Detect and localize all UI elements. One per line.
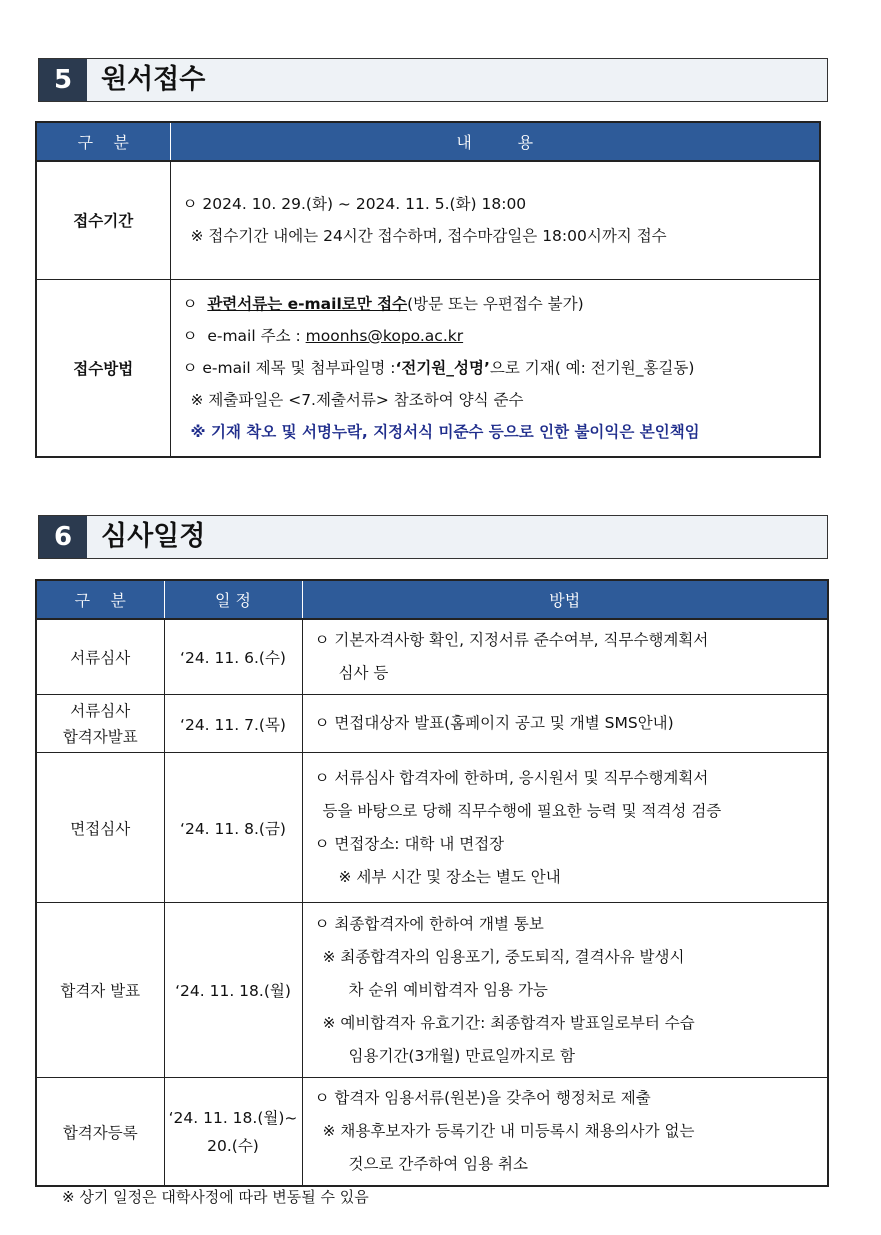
table-header-method: 방법 <box>302 580 828 619</box>
method-line-email-address: ㅇ e-mail 주소 : moonhs@kopo.ac.kr <box>182 326 464 345</box>
table-header-date: 일 정 <box>164 580 302 619</box>
row-method: ㅇ 면접대상자 발표(홈페이지 공고 및 개별 SMS안내) <box>302 695 828 753</box>
table-row <box>36 619 828 695</box>
row-label: 서류심사 합격자발표 <box>36 695 164 753</box>
row-label: 합격자 발표 <box>36 903 164 1078</box>
table-header-category: 구 분 <box>36 122 170 161</box>
row-content-period <box>170 161 820 279</box>
row-date: ‘24. 11. 18.(월)~ 20.(수) <box>164 1078 302 1187</box>
section-title: 원서접수 <box>101 64 206 95</box>
schedule-table <box>35 579 829 1187</box>
row-content-method <box>170 279 820 457</box>
table-row <box>36 753 828 903</box>
method-line-subject: ㅇ e-mail 제목 및 첨부파일명 :‘전기원_성명’으로 기재( 예: 전기원_홍길동) <box>182 358 695 377</box>
row-label: 합격자등록 <box>36 1078 164 1187</box>
period-note: ※ 접수기간 내에는 24시간 접수하며, 접수마감일은 18:00시까지 접수 <box>190 227 667 246</box>
table-row <box>36 903 828 1078</box>
row-date: ‘24. 11. 8.(금) <box>164 753 302 903</box>
row-label: 서류심사 <box>36 619 164 695</box>
row-date: ‘24. 11. 6.(수) <box>164 619 302 695</box>
row-label-method: 접수방법 <box>36 279 170 457</box>
table-row <box>36 1078 828 1187</box>
schedule-footnote: ※ 상기 일정은 대학사정에 따라 변동될 수 있음 <box>62 1188 369 1206</box>
row-date: ‘24. 11. 18.(월) <box>164 903 302 1078</box>
section-title: 심사일정 <box>101 521 206 552</box>
table-row <box>36 695 828 753</box>
section-number: 6 <box>39 516 87 558</box>
row-method: ㅇ 기본자격사항 확인, 지정서류 준수여부, 직무수행계획서 심사 등 <box>302 619 828 695</box>
section-number: 5 <box>39 59 87 101</box>
row-method: ㅇ 최종합격자에 한하여 개별 통보 ※ 최종합격자의 임용포기, 중도퇴직, 결격사유 발생시 차 순위 예비합격자 임용 가능 ※ 예비합격자 유효기간: 최종합격자 발표일로부터 수습 임용기간(3개월) 만료일까지로 함 <box>302 903 828 1078</box>
method-line-email-only: ㅇ 관련서류는 e-mail로만 접수(방문 또는 우편접수 불가) <box>182 294 584 313</box>
row-method: ㅇ 합격자 임용서류(원본)을 갖추어 행정처로 제출 ※ 채용후보자가 등록기간 내 미등록시 채용의사가 없는 것으로 간주하여 임용 취소 <box>302 1078 828 1187</box>
method-line-warning: ※ 기재 착오 및 서명누락, 지정서식 미준수 등으로 인한 불이익은 본인책임 <box>190 422 700 441</box>
row-label: 면접심사 <box>36 753 164 903</box>
method-line-format-note: ※ 제출파일은 <7.제출서류> 참조하여 양식 준수 <box>190 390 524 409</box>
application-table <box>35 121 821 458</box>
period-dates: ㅇ 2024. 10. 29.(화) ~ 2024. 11. 5.(화) 18:00 <box>182 195 527 214</box>
section-header-schedule <box>38 515 828 559</box>
table-header-category: 구 분 <box>36 580 164 619</box>
email-link[interactable]: moonhs@kopo.ac.kr <box>305 326 464 345</box>
row-date: ‘24. 11. 7.(목) <box>164 695 302 753</box>
row-label-period: 접수기간 <box>36 161 170 279</box>
table-header-content: 내 용 <box>170 122 820 161</box>
section-header-application <box>38 58 828 102</box>
row-method: ㅇ 서류심사 합격자에 한하며, 응시원서 및 직무수행계획서 등을 바탕으로 당해 직무수행에 필요한 능력 및 적격성 검증 ㅇ 면접장소: 대학 내 면접장 ※ 세부 시간 및 장소는 별도 안내 <box>302 753 828 903</box>
